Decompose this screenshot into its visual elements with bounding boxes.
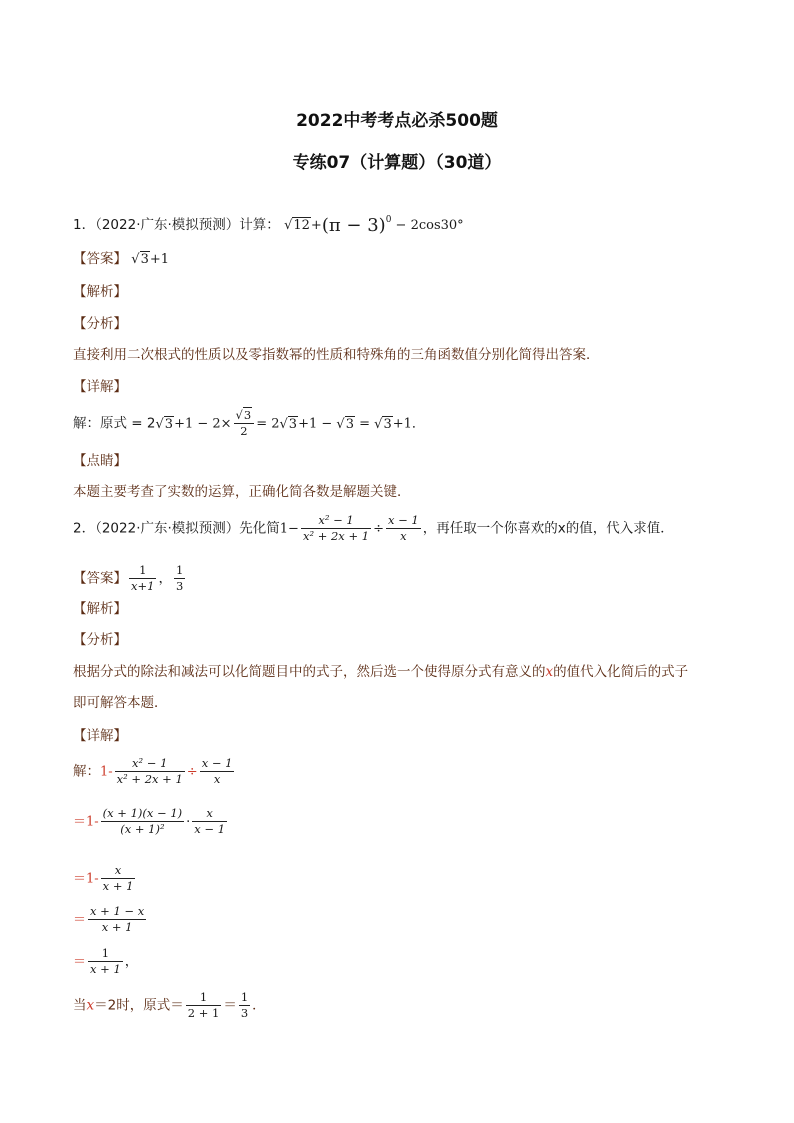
sqrt-symbol: √12 xyxy=(284,218,310,233)
fenxi-heading-2: 【分析】 xyxy=(73,632,127,648)
fenxi-heading: 【分析】 xyxy=(73,316,127,332)
step-5: ＝ $\frac{1}{x + 1}$ ， xyxy=(73,946,139,976)
step-1: 解：1- $\frac{\text{x² − 1}}{\text{x² + 2x + 1}}$ ÷ $\frac{x - 1}{x}$ xyxy=(73,756,233,786)
answer-label: 【答案】 xyxy=(73,570,127,587)
jiexi-heading-2: 【解析】 xyxy=(73,601,127,617)
xiangjie-heading: 【详解】 xyxy=(73,379,127,395)
dianjing-heading: 【点睛】 xyxy=(73,453,127,469)
dianjing-text: 本题主要考查了实数的运算，正确化简各数是解题关键． xyxy=(73,484,411,500)
xiangjie-heading-2: 【详解】 xyxy=(73,728,127,744)
solution-1: 解：原式 = 2√3+1 − 2× $\frac{√3}{2}$ = 2√3+1 − √3 = √3+1． xyxy=(73,408,425,438)
fraction: $\frac{\text{x² − 1}}{\text{x² + 2x + 1}}$ xyxy=(302,513,370,543)
step-3: ＝1- $\frac{x}{x + 1}$ xyxy=(73,863,134,893)
question-2: 2．（2022·广东·模拟预测）先化简1− $\frac{\text{x² − 1}}{\text{x² + 2x + 1}}$ ÷ $\frac{x - 1}{x}$ ，再任取一个你喜欢的x的值，代入求值． xyxy=(73,513,674,543)
question-1-prefix: 1．（2022·广东·模拟预测）计算： xyxy=(73,217,280,233)
fraction: $\frac{√3}{2}$ xyxy=(234,408,255,439)
jiexi-heading: 【解析】 xyxy=(73,284,127,300)
fenxi-text: 直接利用二次根式的性质以及零指数幂的性质和特殊角的三角函数值分别化简得出答案． xyxy=(73,347,600,363)
answer-1 xyxy=(73,249,169,270)
fenxi-text-2-line1: 根据分式的除法和减法可以化简题目中的式子，然后选一个使得原分式有意义的x的值代入化简后的式子 xyxy=(73,664,689,680)
page-title: 2022中考考点必杀500题 xyxy=(296,111,498,131)
question-1-expression: $√12+(\pi - 3)^0 - 2\cos 30^\circ$ xyxy=(284,215,464,236)
answer-label: 【答案】 xyxy=(73,251,127,267)
fraction: $\frac{x - 1}{x}$ xyxy=(387,513,419,543)
question-1 xyxy=(73,210,464,236)
fenxi-text-2-line2: 即可解答本题． xyxy=(73,695,168,711)
page-subtitle: 专练07（计算题）（30道） xyxy=(292,153,502,173)
step-2: ＝1- $\frac{(x + 1)(x - 1)}{\text{(x + 1)²}}$ · $\frac{x}{x - 1}$ xyxy=(73,806,226,836)
answer-1-value: √3+1 xyxy=(131,252,170,267)
step-4: ＝ $\frac{x + 1 - x}{x + 1}$ xyxy=(73,904,145,934)
answer-2: 【答案】 $\frac{1}{x+1}$ ， $\frac{1}{3}$ xyxy=(73,563,184,593)
step-6: 当x＝2时，原式＝ $\frac{1}{2 + 1}$ ＝ $\frac{1}{3}$ ． xyxy=(73,990,266,1020)
